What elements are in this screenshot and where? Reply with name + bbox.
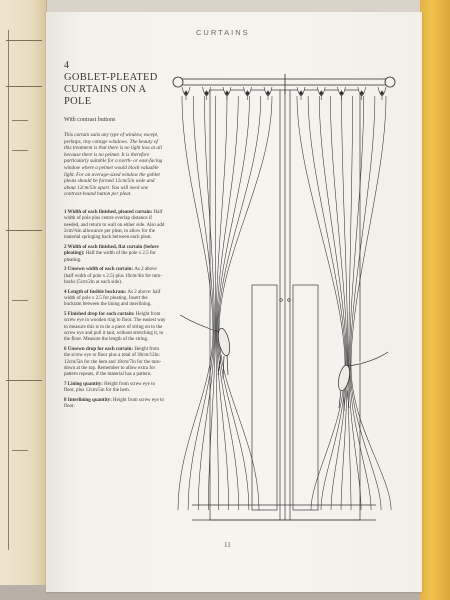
curtain-fold xyxy=(178,96,213,510)
curtain-illustration xyxy=(172,60,396,530)
step-lead: 4 Length of fusible buckram: xyxy=(64,289,128,295)
left-tassel-tieback xyxy=(180,315,232,378)
contrast-button xyxy=(300,92,303,95)
contrast-button xyxy=(381,92,384,95)
step-text: As 2 above: half width of pole x 2.5 for pleating. Insert the buckram between the lining and interlining. xyxy=(64,289,161,308)
step-item xyxy=(64,290,166,309)
contrast-button xyxy=(340,92,343,95)
section-number: 4 xyxy=(64,60,69,71)
step-item xyxy=(64,245,166,264)
contrast-button xyxy=(205,92,208,95)
step-lead: 2 Width of each finished, flat curtain (before pleating): xyxy=(64,244,159,257)
intro-paragraph: This curtain suits any type of window, except, perhaps, tiny cottage windows. The beauty of this treatment is that there is no light loss at all because there is no pelmet. It is therefore particularly suitable for a north- or east-facing window where a pelmet would block valuable light. For an average-sized window the goblet pleats should be formed 12cm/5in wide and about 12cm/5in apart. You will need one contrast-bound button per pleat. xyxy=(64,132,163,198)
step-text: Half the width of the pole x 2.5 for pleating. xyxy=(64,251,156,263)
steps-list xyxy=(64,210,166,411)
page-number: 11 xyxy=(224,541,231,549)
step-lead: 8 Interlining quantity: xyxy=(64,398,114,404)
step-lead: 1 Width of each finished, pleated curtain: xyxy=(64,209,154,215)
curtain-fold xyxy=(198,96,214,510)
section-title: GOBLET-PLEATED CURTAINS ON A POLE xyxy=(64,72,158,107)
step-text: Height from screw eye to floor. xyxy=(64,398,164,410)
curtain-fold xyxy=(297,96,345,510)
step-item xyxy=(64,267,166,286)
curtain-fold xyxy=(218,96,261,510)
curtain-fold xyxy=(308,96,346,510)
step-lead: 5 Finished drop for each curtain: xyxy=(64,312,136,318)
contrast-button xyxy=(320,92,323,95)
contrast-button xyxy=(267,92,270,95)
step-text: Half width of pole plus centre overlap distance if needed, and return to wall on either side. Also add 2cm/¾in allowance per pleat, to allow for the material springing back between each pleat. xyxy=(64,209,165,241)
contrast-button xyxy=(360,92,363,95)
step-text: Height from the screw eye to floor plus a total of 30cm/12in: 12cm/5in for the hem and 18cm/7in for the turn-down at the top. Remember to allow extra for pattern repeats, if the material has a pattern. xyxy=(64,347,162,378)
curtain-fold xyxy=(208,96,215,510)
contrast-button xyxy=(246,92,249,95)
step-lead: 3 Unsewn width of each curtain: xyxy=(64,267,135,273)
right-tassel-tieback xyxy=(336,352,388,411)
curtain-fold xyxy=(218,96,250,510)
step-item xyxy=(64,312,166,343)
left-curtain xyxy=(178,87,272,510)
section-subtitle: With contrast buttons xyxy=(64,117,116,123)
step-lead: 6 Unsewn drop for each curtain: xyxy=(64,347,135,353)
right-curtain xyxy=(297,87,391,510)
running-header: CURTAINS xyxy=(196,28,250,37)
step-item xyxy=(64,210,166,241)
curtain-fold xyxy=(349,96,361,510)
step-text: Height from screw eye in wooden ring to floor. The easiest way to measure this is to tie a piece of string on to the screw eye and pull it taut, without stretching it, to the floor. Measure the length of the string. xyxy=(64,312,166,343)
step-item xyxy=(64,382,166,395)
contrast-button xyxy=(226,92,229,95)
book-cover-edge xyxy=(420,0,450,600)
step-text: As 2 above (half width of pole x 2.5) plus 10cm/4in for turn-backs (5cm/2in at each side). xyxy=(64,267,163,285)
curtain-fold xyxy=(351,96,391,510)
instructions-column xyxy=(64,60,166,414)
step-text: Height from screw eye to floor, plus 12cm/5in for the hem. xyxy=(64,382,155,394)
step-lead: 7 Lining quantity: xyxy=(64,382,105,388)
curtain-fold xyxy=(219,96,272,510)
contrast-button xyxy=(185,92,188,95)
step-item xyxy=(64,347,166,378)
step-item xyxy=(64,398,166,411)
previous-page-edge xyxy=(0,0,47,585)
